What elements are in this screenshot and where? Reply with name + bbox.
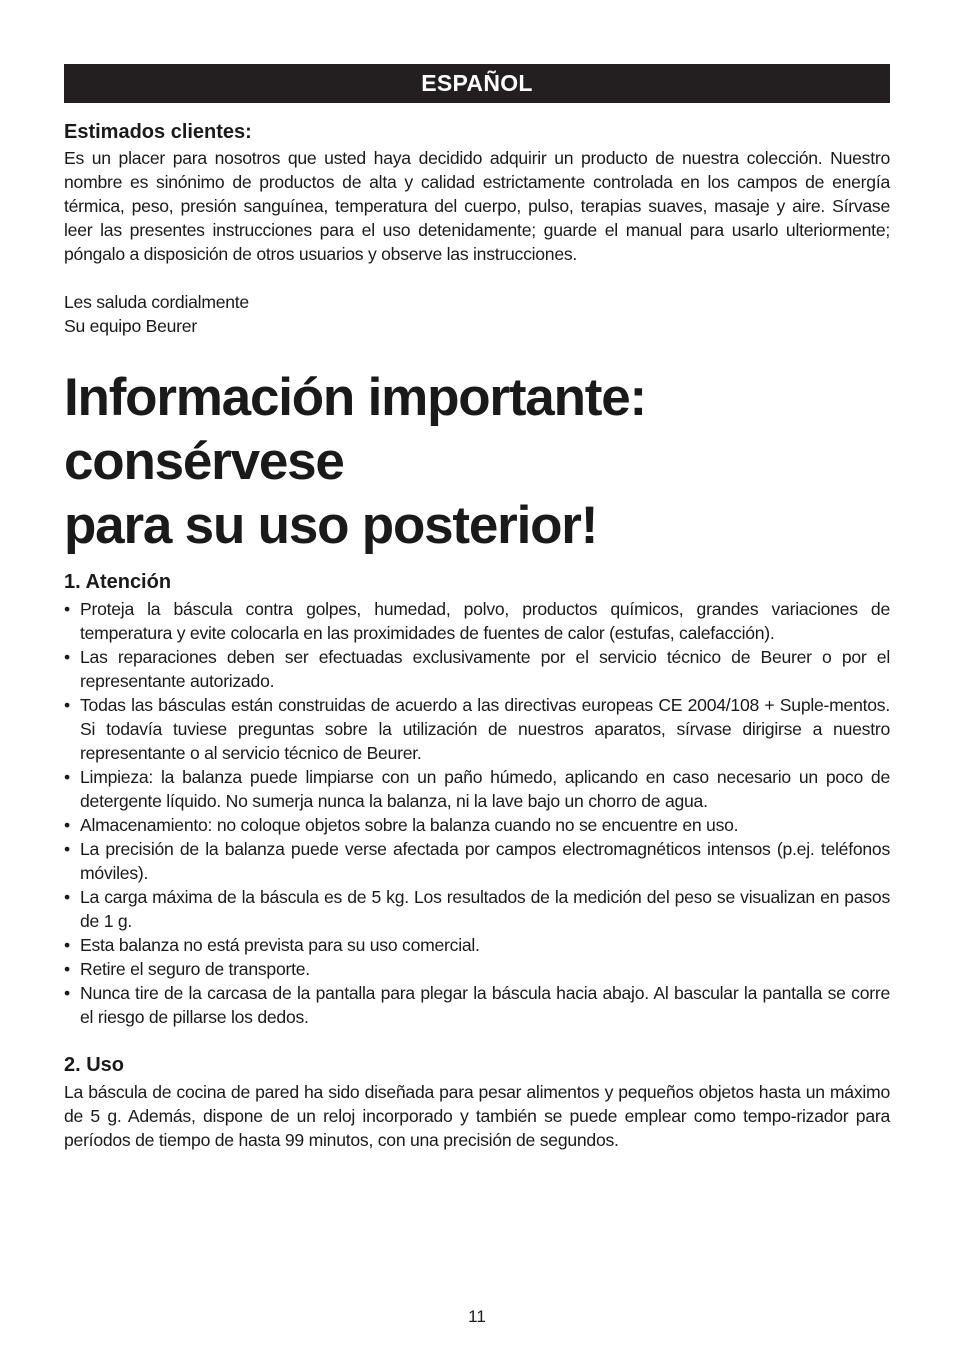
list-item [64,693,890,765]
list-item-text: La carga máxima de la báscula es de 5 kg. Los resultados de la medición del peso se visualizan en pasos de 1 g. [80,887,890,931]
section-2-paragraph: La báscula de cocina de pared ha sido diseñada para pesar alimentos y pequeños objetos hasta un máximo de 5 g. Además, dispone de un reloj incorporado y también se puede emplear como tempo-rizador para períodos de tiempo de hasta 99 minutos, con una precisión de segundos. [64,1082,890,1150]
bullet-icon: • [64,599,70,619]
list-item [64,597,890,645]
list-item [64,645,890,693]
page-title-line-1: Información importante: consérvese [64,368,646,491]
bullet-icon: • [64,887,70,907]
bullet-icon: • [64,767,70,787]
page-title [64,366,890,558]
section-2-heading: 2. Uso [64,1054,125,1076]
list-item-text: Esta balanza no está prevista para su uso comercial. [80,935,480,955]
list-item-text: Todas las básculas están construidas de acuerdo a las directivas europeas CE 2004/108 + Suple-mentos. Si todavía tuviese preguntas sobre la utilización de nuestros aparatos, sírvase dirigirse a nuestro representante o al servicio técnico de Beurer. [80,695,890,763]
list-item-text: Las reparaciones deben ser efectuadas exclusivamente por el servicio técnico de Beurer o por el representante autorizado. [80,647,890,691]
bullet-icon: • [64,647,70,667]
bullet-icon: • [64,695,70,715]
signoff-line-2: Su equipo Beurer [64,316,197,336]
list-item [64,981,890,1029]
bullet-icon: • [64,959,70,979]
list-item [64,765,890,813]
bullet-icon: • [64,983,70,1003]
page-title-line-2: para su uso posterior! [64,496,598,555]
page-number: 11 [468,1307,486,1326]
section-1-heading: 1. Atención [64,571,172,593]
document-page [64,64,890,1152]
signoff-line-1: Les saluda cordialmente [64,292,249,312]
list-item-text: Almacenamiento: no coloque objetos sobre la balanza cuando no se encuentre en uso. [80,815,739,835]
language-header-bar [64,64,890,103]
list-item-text: La precisión de la balanza puede verse afectada por campos electromagnéticos intensos (p.ej. teléfonos móviles). [80,839,890,883]
attention-list [64,597,890,1029]
list-item [64,957,890,981]
greeting-heading: Estimados clientes: [64,121,252,143]
language-label: ESPAÑOL [421,70,533,96]
bullet-icon: • [64,935,70,955]
signoff-block [64,290,890,338]
bullet-icon: • [64,815,70,835]
list-item [64,885,890,933]
greeting-paragraph: Es un placer para nosotros que usted haya decidido adquirir un producto de nuestra colección. Nuestro nombre es sinónimo de productos de alta y calidad estrictamente controlada en los campos de energía térmica, peso, presión sanguínea, temperatura del cuerpo, pulso, terapias suaves, masaje y aire. Sírvase leer las presentes instrucciones para el uso detenidamente; guarde el manual para usarlo ulteriormente; póngalo a disposición de otros usuarios y observe las instrucciones. [64,148,890,264]
list-item-text: Limpieza: la balanza puede limpiarse con un paño húmedo, aplicando en caso necesario un poco de detergente líquido. No sumerja nunca la balanza, ni la lave bajo un chorro de agua. [80,767,890,811]
list-item-text: Proteja la báscula contra golpes, humedad, polvo, productos químicos, grandes variaciones de temperatura y evite colocarla en las proximidades de fuentes de calor (estufas, calefacción). [80,599,890,643]
bullet-icon: • [64,839,70,859]
list-item [64,837,890,885]
list-item [64,933,890,957]
list-item-text: Nunca tire de la carcasa de la pantalla para plegar la báscula hacia abajo. Al bascular la pantalla se corre el riesgo de pillarse los dedos. [80,983,890,1027]
list-item [64,813,890,837]
list-item-text: Retire el seguro de transporte. [80,959,310,979]
